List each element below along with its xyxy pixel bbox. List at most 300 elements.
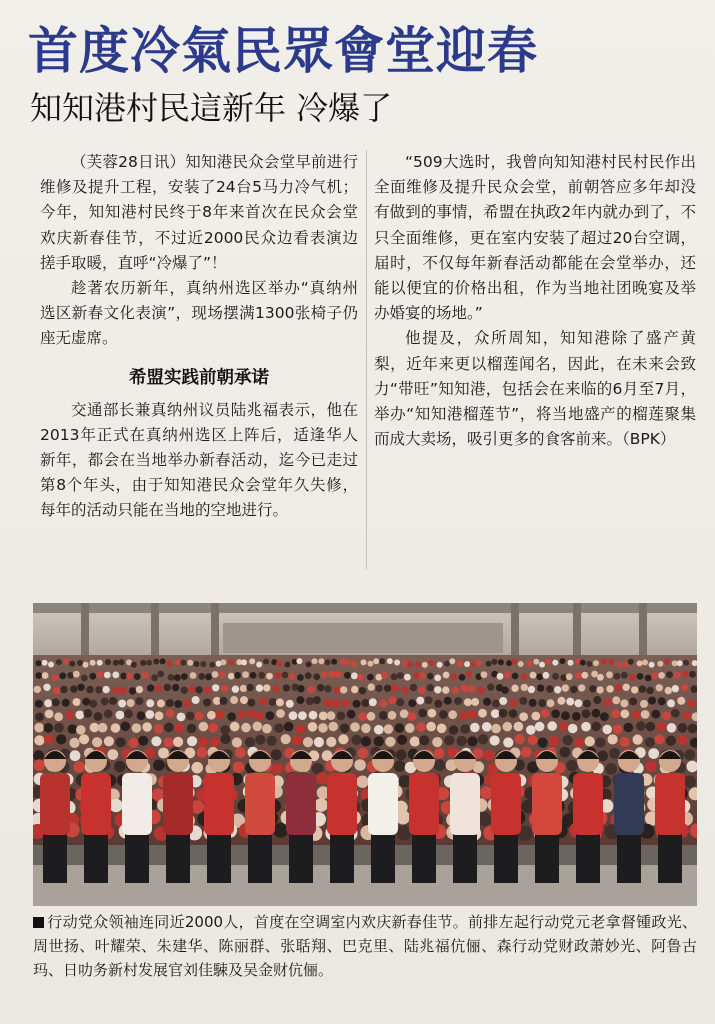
crowd-head <box>361 736 371 746</box>
crowd-head <box>391 685 398 692</box>
crowd-head <box>401 686 408 693</box>
crowd-head <box>36 660 42 666</box>
crowd-head <box>606 685 613 692</box>
crowd-head <box>54 723 64 733</box>
crowd-head <box>519 712 528 721</box>
crowd-head <box>256 662 262 668</box>
crowd-head <box>34 723 44 733</box>
crowd-head <box>102 686 109 693</box>
crowd-head <box>118 700 126 708</box>
crowd-head <box>385 737 395 747</box>
crowd-head <box>296 725 306 735</box>
crowd-head <box>404 674 411 681</box>
crowd-head <box>681 684 688 691</box>
crowd-head <box>394 760 406 772</box>
crowd-head <box>146 699 154 707</box>
crowd-head <box>543 672 550 679</box>
crowd-head <box>175 659 181 665</box>
crowd-head <box>209 662 215 668</box>
crowd-head <box>166 709 175 718</box>
crowd-head <box>347 710 356 719</box>
crowd-head <box>609 748 620 759</box>
crowd-head <box>444 735 454 745</box>
crowd-head <box>126 673 133 680</box>
crowd-head <box>506 660 512 666</box>
crowd-head <box>187 660 193 666</box>
crowd-head <box>48 662 54 668</box>
crowd-head <box>511 685 518 692</box>
crowd-head <box>687 699 695 707</box>
crowd-head <box>547 721 557 731</box>
crowd-head <box>596 686 603 693</box>
crowd-head <box>509 709 518 718</box>
crowd-head <box>274 723 284 733</box>
crowd-head <box>73 761 85 773</box>
crowd-head <box>387 658 393 664</box>
crowd-head <box>624 723 634 733</box>
crowd-head <box>608 734 618 744</box>
crowd-head <box>113 660 119 666</box>
crowd-head <box>483 698 491 706</box>
crowd-head <box>191 762 203 774</box>
crowd-head <box>574 699 582 707</box>
crowd-head <box>228 660 234 666</box>
crowd-head <box>434 686 441 693</box>
crowd-head <box>439 710 448 719</box>
crowd-head <box>575 672 582 679</box>
crowd-head <box>519 697 527 705</box>
crowd-head <box>109 799 123 813</box>
crowd-head <box>641 710 650 719</box>
crowd-head <box>173 737 183 747</box>
crowd-head <box>90 723 100 733</box>
crowd-head <box>559 721 569 731</box>
crowd-head <box>324 685 331 692</box>
crowd-head <box>580 660 586 666</box>
crowd-head <box>397 735 407 745</box>
crowd-head <box>620 737 630 747</box>
crowd-head <box>276 698 284 706</box>
crowd-head <box>413 672 420 679</box>
crowd-head <box>419 672 426 679</box>
crowd-head <box>689 671 696 678</box>
crowd-head <box>613 724 623 734</box>
crowd-head <box>45 710 54 719</box>
crowd-head <box>666 671 673 678</box>
crowd-head <box>328 722 338 732</box>
crowd-head <box>629 697 637 705</box>
crowd-head <box>583 700 591 708</box>
crowd-head <box>361 659 367 665</box>
crowd-head <box>112 672 119 679</box>
crowd-head <box>395 723 405 733</box>
article-paragraph: 交通部长兼真纳州议员陆兆福表示，他在2013年正式在真纳州选区上阵后，适逢华人新年，都会在当地举办新春活动，迄今已走过第8个年头，由于知知港民众会堂年久失修，每年的活动只能在当地的空地进行。 <box>40 400 358 520</box>
crowd-head <box>561 711 570 720</box>
crowd-head <box>60 686 67 693</box>
crowd-head <box>631 686 638 693</box>
crowd-head <box>263 684 270 691</box>
crowd-head <box>530 672 537 679</box>
crowd-head <box>174 674 181 681</box>
crowd-head <box>98 723 108 733</box>
crowd-head <box>137 711 146 720</box>
crowd-head <box>153 759 165 771</box>
crowd-head <box>183 700 191 708</box>
crowd-photo <box>33 603 697 906</box>
crowd-head <box>111 723 121 733</box>
crowd-head <box>237 710 246 719</box>
crowd-head <box>275 672 282 679</box>
crowd-head <box>147 684 154 691</box>
crowd-head <box>464 698 472 706</box>
crowd-head <box>42 660 48 666</box>
crowd-head <box>77 660 83 666</box>
crowd-head <box>240 696 248 704</box>
crowd-head <box>142 722 152 732</box>
crowd-head <box>276 661 282 667</box>
crowd-head <box>322 750 333 761</box>
crowd-head <box>318 658 324 664</box>
crowd-head <box>444 661 450 667</box>
crowd-head <box>684 749 695 760</box>
crowd-head <box>367 661 373 667</box>
crowd-head <box>645 737 655 747</box>
crowd-head <box>600 712 609 721</box>
crowd-head <box>44 723 54 733</box>
crowd-head <box>95 686 102 693</box>
crowd-head <box>308 722 318 732</box>
crowd-head <box>109 697 117 705</box>
crowd-head <box>174 700 182 708</box>
crowd-head <box>656 684 663 691</box>
crowd-head <box>316 772 328 784</box>
crowd-head <box>192 696 200 704</box>
crowd-head <box>572 712 581 721</box>
crowd-head <box>678 723 688 733</box>
crowd-head <box>83 709 92 718</box>
crowd-head <box>649 662 655 668</box>
crowd-head <box>142 672 149 679</box>
crowd-head <box>527 660 533 666</box>
crowd-head <box>136 686 143 693</box>
crowd-head <box>367 712 376 721</box>
crowd-head <box>73 671 80 678</box>
crowd-head <box>388 696 396 704</box>
crowd-head <box>242 671 249 678</box>
crowd-head <box>427 684 434 691</box>
crowd-head <box>250 672 257 679</box>
crowd-head <box>467 736 477 746</box>
crowd-head <box>157 699 165 707</box>
crowd-head <box>539 662 545 668</box>
crowd-head <box>361 724 371 734</box>
crowd-head <box>361 699 369 707</box>
crowd-head <box>677 735 687 745</box>
crowd-head <box>314 737 324 747</box>
crowd-head <box>228 673 235 680</box>
crowd-head <box>337 711 346 720</box>
crowd-head <box>574 737 584 747</box>
crowd-head <box>427 709 436 718</box>
crowd-head <box>468 710 477 719</box>
crowd-head <box>205 673 212 680</box>
crowd-head <box>35 713 44 722</box>
crowd-head <box>481 671 488 678</box>
crowd-head <box>131 662 137 668</box>
crowd-head <box>140 660 146 666</box>
crowd-head <box>132 723 142 733</box>
crowd-head <box>64 658 70 664</box>
crowd-head <box>648 697 656 705</box>
crowd-head <box>381 672 388 679</box>
crowd-head <box>258 672 265 679</box>
crowd-head <box>164 723 174 733</box>
crowd-head <box>461 684 468 691</box>
crowd-head <box>200 661 206 667</box>
crowd-head <box>511 659 517 665</box>
crowd-head <box>509 700 517 708</box>
crowd-head <box>480 786 493 799</box>
crowd-head <box>160 658 166 664</box>
crowd-head <box>195 712 204 721</box>
crowd-head <box>283 684 290 691</box>
crowd-head <box>317 684 324 691</box>
crowd-head <box>166 661 172 667</box>
crowd-head <box>56 659 62 665</box>
crowd-head <box>457 736 467 746</box>
crowd-head <box>665 687 672 694</box>
crowd-head <box>51 674 58 681</box>
crowd-head <box>282 672 289 679</box>
crowd-head <box>400 709 409 718</box>
crowd-head <box>240 685 247 692</box>
crowd-head <box>351 672 358 679</box>
crowd-head <box>667 723 677 733</box>
crowd-head <box>329 671 336 678</box>
crowd-head <box>674 672 681 679</box>
crowd-head <box>562 684 569 691</box>
crowd-head <box>454 697 462 705</box>
crowd-head <box>460 711 469 720</box>
crowd-head <box>656 722 666 732</box>
crowd-head <box>134 673 141 680</box>
crowd-head <box>604 698 612 706</box>
crowd-head <box>155 684 162 691</box>
crowd-head <box>273 823 288 838</box>
crowd-head <box>344 672 351 679</box>
crowd-head <box>566 673 573 680</box>
crowd-head <box>373 658 379 664</box>
crowd-head <box>341 699 349 707</box>
crowd-head <box>379 658 385 664</box>
crowd-head <box>427 673 434 680</box>
crowd-head <box>515 734 525 744</box>
crowd-head <box>405 723 415 733</box>
crowd-head <box>645 675 652 682</box>
crowd-head <box>241 659 247 665</box>
crowd-head <box>682 671 689 678</box>
article-paragraph: 他提及，众所周知，知知港除了盛产黄梨，近年来更以榴莲闻名，因此，在未来会致力“带旺”知知港，包括会在来临的6月至7月，举办“知知港榴莲节”，将当地盛产的榴莲聚集而成大卖场，吸引更多的食客前来。（BPK） <box>374 329 696 449</box>
crowd-head <box>677 697 685 705</box>
crowd-head <box>333 687 340 694</box>
crowd-head <box>292 735 302 745</box>
crowd-head <box>190 672 197 679</box>
crowd-head <box>325 659 331 665</box>
crowd-head <box>667 699 675 707</box>
crowd-head <box>351 686 358 693</box>
crowd-head <box>418 687 425 694</box>
crowd-head <box>247 709 256 718</box>
crowd-head <box>632 710 641 719</box>
crowd-head <box>177 713 186 722</box>
crowd-head <box>434 759 446 771</box>
crowd-head <box>645 760 657 772</box>
crowd-head <box>615 684 622 691</box>
crowd-head <box>605 763 617 775</box>
crowd-head <box>221 685 228 692</box>
crowd-head <box>331 659 337 665</box>
article-paragraph: 趁著农历新年，真纳州选区举办“真纳州选区新春文化表演”，现场摆满1300张椅子仍座无虚席。 <box>40 279 358 348</box>
crowd-head <box>514 722 524 732</box>
crowd-head <box>657 661 663 667</box>
crowd-head <box>104 672 111 679</box>
crowd-head <box>422 662 428 668</box>
crowd-head <box>296 658 302 664</box>
crowd-head <box>306 697 314 705</box>
crowd-head <box>407 662 413 668</box>
crowd-head <box>651 672 658 679</box>
crowd-head <box>612 696 620 704</box>
crowd-head <box>666 736 676 746</box>
crowd-head <box>305 672 312 679</box>
crowd-head <box>345 660 351 666</box>
crowd-head <box>289 711 298 720</box>
crowd-head <box>289 673 296 680</box>
crowd-head <box>199 722 209 732</box>
crowd-head <box>578 684 585 691</box>
crowd-head <box>552 660 558 666</box>
crowd-head <box>597 674 604 681</box>
crowd-head <box>53 687 60 694</box>
crowd-head <box>82 698 90 706</box>
crowd-head <box>220 659 226 665</box>
crowd-head <box>419 735 429 745</box>
crowd-head <box>338 734 348 744</box>
crowd-head <box>230 696 238 704</box>
crowd-head <box>208 723 218 733</box>
crowd-head <box>589 685 596 692</box>
crowd-head <box>216 710 225 719</box>
crowd-head <box>65 711 74 720</box>
crowd-head <box>297 674 304 681</box>
crowd-head <box>313 696 321 704</box>
crowd-head <box>379 711 388 720</box>
crowd-head <box>521 673 528 680</box>
crowd-head <box>512 673 519 680</box>
crowd-head <box>306 661 312 667</box>
crowd-head <box>374 725 384 735</box>
crowd-head <box>359 687 366 694</box>
crowd-head <box>526 725 536 735</box>
crowd-head <box>187 736 197 746</box>
crowd-head <box>321 671 328 678</box>
crowd-head <box>492 700 500 708</box>
crowd-head <box>255 712 264 721</box>
crowd-head <box>554 686 561 693</box>
crowd-head <box>181 673 188 680</box>
crowd-head <box>443 672 450 679</box>
crowd-head <box>394 660 400 666</box>
crowd-head <box>384 724 394 734</box>
crowd-head <box>269 698 277 706</box>
crowd-head <box>484 750 495 761</box>
crowd-head <box>166 699 174 707</box>
crowd-head <box>358 712 367 721</box>
crowd-head <box>340 658 346 664</box>
crowd-head <box>434 748 445 759</box>
crowd-head <box>267 736 277 746</box>
crowd-head <box>616 662 622 668</box>
crowd-head <box>303 737 313 747</box>
crowd-head <box>340 724 350 734</box>
crowd-head <box>260 698 268 706</box>
crowd-head <box>470 662 476 668</box>
crowd-head <box>442 686 449 693</box>
crowd-head <box>90 660 96 666</box>
crowd-head <box>504 672 511 679</box>
crowd-head <box>227 712 236 721</box>
crowd-head <box>487 683 494 690</box>
crowd-head <box>230 722 240 732</box>
crowd-head <box>477 687 484 694</box>
crowd-head <box>104 736 114 746</box>
crowd-head <box>444 697 452 705</box>
crowd-photo-illustration <box>33 603 697 906</box>
crowd-head <box>416 697 424 705</box>
crowd-head <box>114 761 126 773</box>
crowd-head <box>318 723 328 733</box>
crowd-head <box>164 737 174 747</box>
crowd-head <box>521 684 528 691</box>
crowd-head <box>35 700 43 708</box>
crowd-head <box>153 659 159 665</box>
crowd-head <box>68 724 78 734</box>
crowd-head <box>232 737 242 747</box>
article-paragraph: （芙蓉28日讯）知知港民众会堂早前进行维修及提升工程，安装了24台5马力冷气机；今年，知知港村民终于8年来首次在民众会堂欢庆新春佳节，不过近2000民众边看表演边搓手取暖，直呼“冷爆了”！ <box>40 153 358 272</box>
crowd-head <box>35 672 42 679</box>
crowd-head <box>611 709 620 718</box>
crowd-head <box>62 699 70 707</box>
crowd-head <box>437 724 447 734</box>
crowd-head <box>340 686 347 693</box>
crowd-head <box>545 659 551 665</box>
crowd-head <box>684 776 696 788</box>
crowd-head <box>648 748 659 759</box>
crowd-head <box>220 734 230 744</box>
crowd-head <box>559 658 565 664</box>
crowd-head <box>591 722 601 732</box>
crowd-head <box>478 709 487 718</box>
crowd-head <box>629 674 636 681</box>
crowd-head <box>235 747 246 758</box>
crowd-head <box>478 734 488 744</box>
crowd-head <box>529 699 537 707</box>
crowd-head <box>188 685 195 692</box>
crowd-head <box>89 700 97 708</box>
crowd-head <box>537 684 544 691</box>
crowd-head <box>204 687 211 694</box>
crowd-head <box>77 684 84 691</box>
